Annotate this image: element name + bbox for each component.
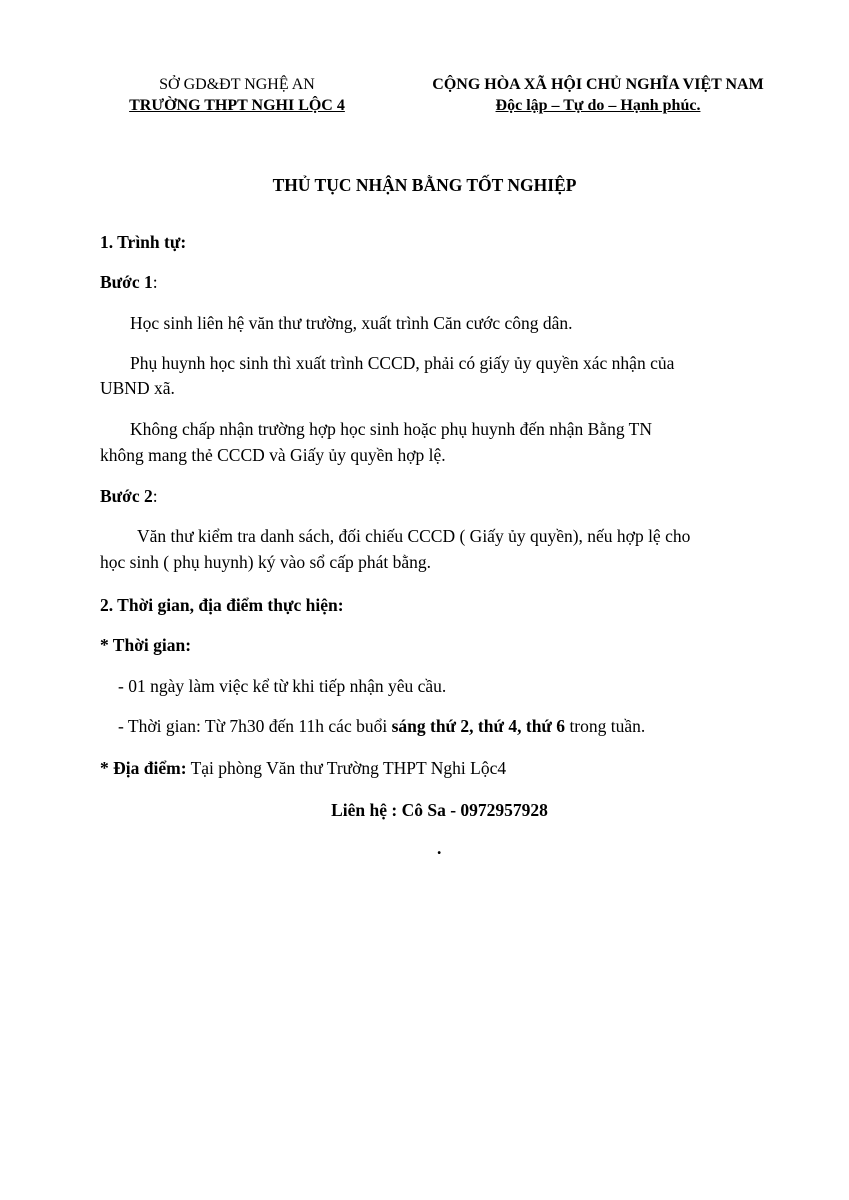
step-2-heading xyxy=(100,485,772,507)
time-item-2-suffix: trong tuần. xyxy=(565,716,646,736)
document-title: THỦ TỤC NHẬN BẰNG TỐT NGHIỆP xyxy=(272,175,577,195)
step-2-paragraph-line-2: học sinh ( phụ huynh) ký vào sổ cấp phát bằng. xyxy=(100,552,431,572)
step-2-colon: : xyxy=(152,486,158,506)
step-2-paragraph-line-1: Văn thư kiểm tra danh sách, đối chiếu CCCD ( Giấy ủy quyền), nếu hợp lệ cho xyxy=(137,526,691,546)
department-name: SỞ GD&ĐT NGHỆ AN xyxy=(159,76,315,93)
contact-info: Liên hệ : Cô Sa - 0972957928 xyxy=(331,800,548,820)
national-motto: Độc lập – Tự do – Hạnh phúc. xyxy=(495,97,701,114)
step-1-paragraph-2-line-2: UBND xã. xyxy=(100,378,175,398)
step-1-paragraph-3-line-2: không mang thẻ CCCD và Giấy ủy quyền hợp lệ. xyxy=(100,445,446,465)
time-item-2-days: sáng thứ 2, thứ 4, thứ 6 xyxy=(391,716,566,736)
time-item-2 xyxy=(118,715,790,737)
time-label: * Thời gian: xyxy=(100,635,192,655)
time-item-1: - 01 ngày làm việc kể từ khi tiếp nhận yêu cầu. xyxy=(118,676,447,696)
time-item-2-prefix: - Thời gian: Từ 7h30 đến 11h các buổi xyxy=(118,716,392,736)
section-1-heading: 1. Trình tự: xyxy=(100,232,187,252)
trailing-dot: . xyxy=(437,838,442,858)
place-label: * Địa điểm: xyxy=(100,758,187,778)
school-name: TRƯỜNG THPT NGHI LỘC 4 xyxy=(129,97,345,114)
section-2-heading: 2. Thời gian, địa điểm thực hiện: xyxy=(100,595,344,615)
step-1-heading xyxy=(100,271,772,293)
step-1-colon: : xyxy=(152,272,158,292)
step-1-paragraph-3-line-1: Không chấp nhận trường hợp học sinh hoặc phụ huynh đến nhận Bằng TN xyxy=(130,419,652,439)
header-right xyxy=(408,74,788,116)
step-1-paragraph-1: Học sinh liên hệ văn thư trường, xuất trình Căn cước công dân. xyxy=(130,313,573,333)
step-2-label: Bước 2 xyxy=(100,486,153,506)
header-left xyxy=(104,74,370,116)
national-title: CỘNG HÒA XÃ HỘI CHỦ NGHĨA VIỆT NAM xyxy=(432,76,764,93)
step-1-label: Bước 1 xyxy=(100,272,153,292)
place-text: Tại phòng Văn thư Trường THPT Nghi Lộc4 xyxy=(186,758,507,778)
step-1-paragraph-2-line-1: Phụ huynh học sinh thì xuất trình CCCD, phải có giấy ủy quyền xác nhận của xyxy=(130,353,675,373)
place-line xyxy=(100,757,772,779)
